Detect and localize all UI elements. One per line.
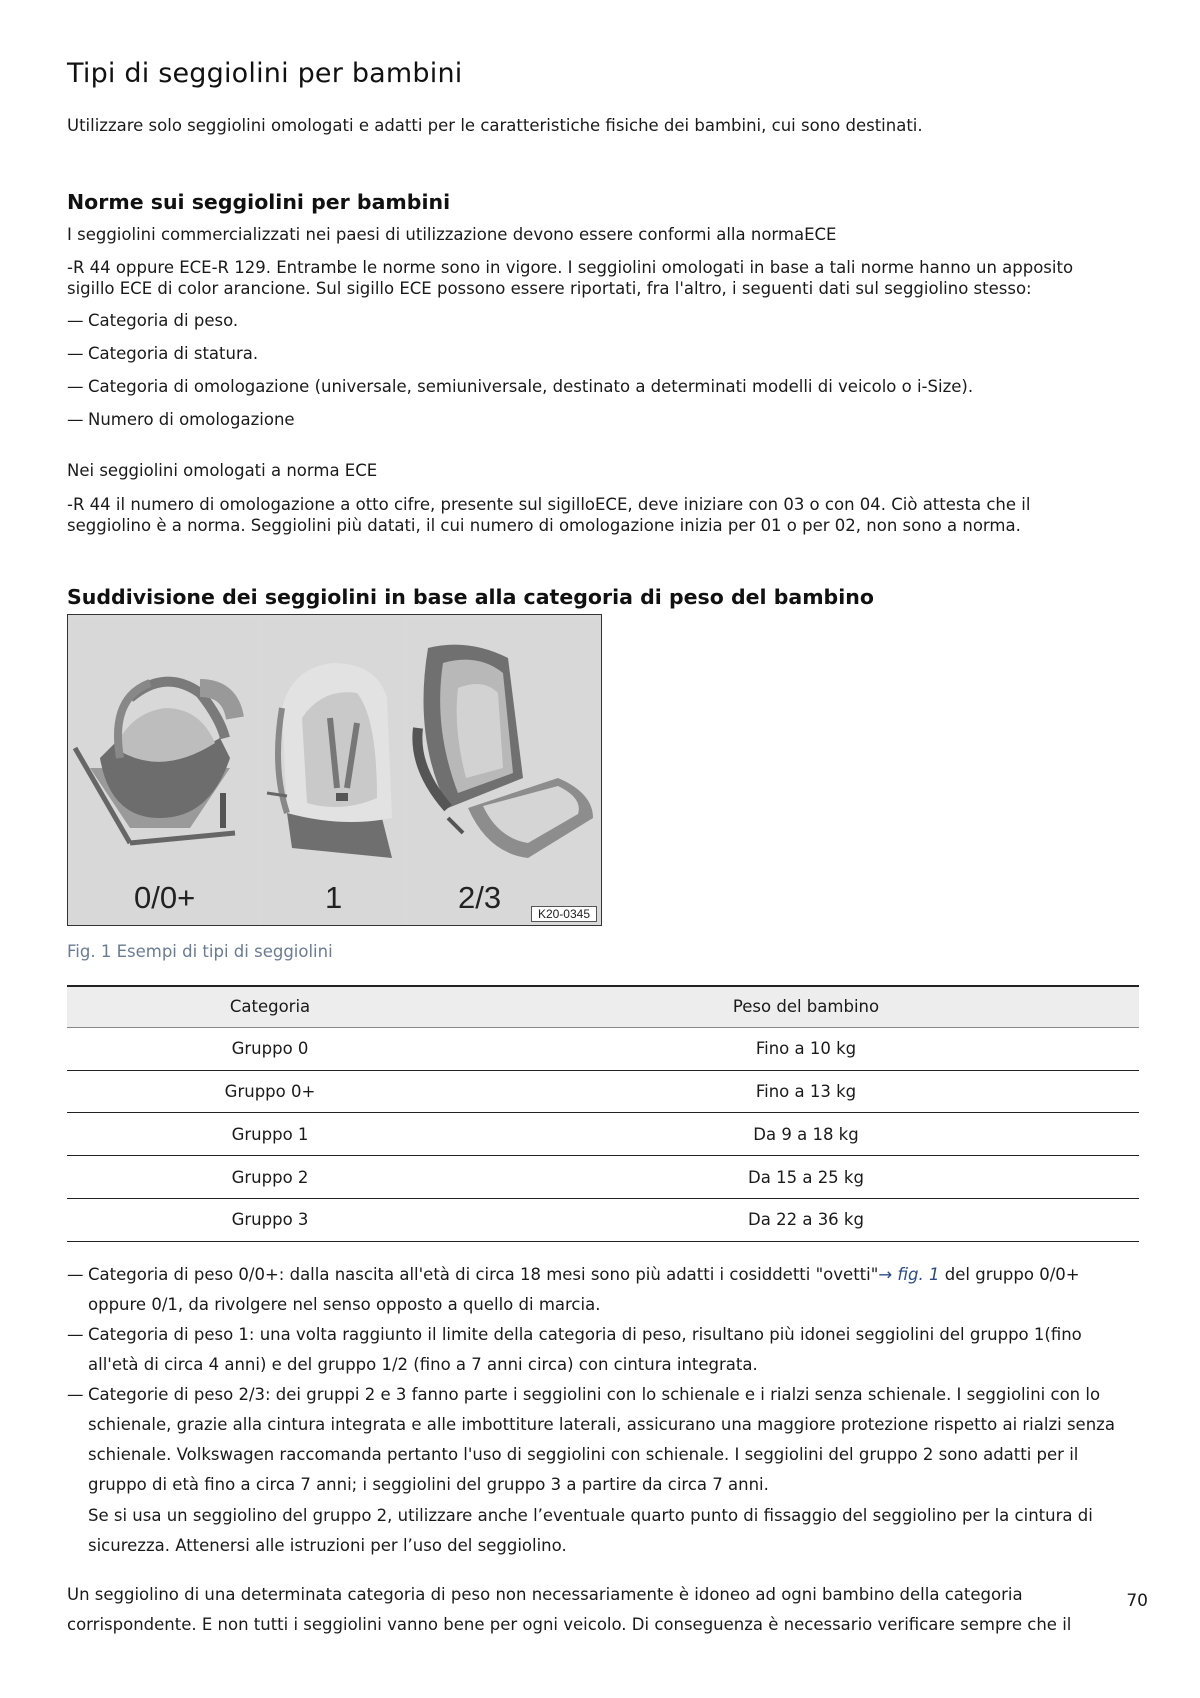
list-item-continuation: schienale. Volkswagen raccomanda pertanto l'uso di seggiolini con schienale. I seggiolini del gruppo 2 sono adatti per il <box>88 1445 1079 1464</box>
list-item-continuation: schienale, grazie alla cintura integrata e alle imbottiture laterali, assicurano una maggiore protezione rispetto ai rialzi senza <box>88 1415 1115 1434</box>
bullet-dash: — <box>67 344 84 363</box>
list-item-continuation: oppure 0/1, da rivolgere nel senso opposto a quello di marcia. <box>88 1295 601 1314</box>
table-cell: Fino a 10 kg <box>755 1039 857 1059</box>
section-heading-norme: Norme sui seggiolini per bambini <box>67 190 451 214</box>
figure-reference-link[interactable]: → fig. 1 <box>878 1265 940 1284</box>
list-item: — Categoria di omologazione (universale, semiuniversale, destinato a determinati modelli di veicolo o i-Size). <box>67 377 974 396</box>
figure-panel-infant-carrier <box>70 618 257 924</box>
list-item-continuation: gruppo di età fino a circa 7 anni; i seggiolini del gruppo 3 a partire da circa 7 anni. <box>88 1475 769 1494</box>
bullet-dash: — <box>67 1265 84 1284</box>
table-row <box>67 1113 1139 1156</box>
list-item: — Categorie di peso 2/3: dei gruppi 2 e 3 fanno parte i seggiolini con lo schienale e i rialzi senza schienale. I seggiolini con lo <box>67 1385 1101 1404</box>
paragraph-line: -R 44 il numero di omologazione a otto cifre, presente sul sigilloECE, deve iniziare con 03 o con 04. Ciò attesta che il <box>67 495 1031 514</box>
table-cell: Gruppo 0+ <box>224 1081 316 1101</box>
bullet-dash: — <box>67 1385 84 1404</box>
column-header-categoria: Categoria <box>229 997 311 1017</box>
figure-label-group-1: 1 <box>325 880 343 915</box>
list-item-continuation: all'età di circa 4 anni) e del gruppo 1/2 (fino a 7 anni circa) con cintura integrata. <box>88 1355 758 1374</box>
figure-code: K20-0345 <box>531 906 597 922</box>
list-item: — Categoria di statura. <box>67 344 259 363</box>
intro-text: Utilizzare solo seggiolini omologati e adatti per le caratteristiche fisiche dei bambini, cui sono destinati. <box>67 116 923 135</box>
bullet-dash: — <box>67 1325 84 1344</box>
table-row <box>67 1071 1139 1114</box>
paragraph: Nei seggiolini omologati a norma ECE <box>67 461 378 480</box>
figure-label-group-2-3: 2/3 <box>458 880 502 915</box>
booster-seat-image <box>408 618 600 924</box>
paragraph: I seggiolini commercializzati nei paesi di utilizzazione devono essere conformi alla normaECE <box>67 225 837 244</box>
table-cell: Da 22 a 36 kg <box>748 1210 864 1230</box>
table-cell: Gruppo 3 <box>231 1210 309 1230</box>
figure-panel-booster-seat <box>408 618 600 924</box>
table-row <box>67 1028 1139 1071</box>
paragraph-line: sigillo ECE di color arancione. Sul sigillo ECE possono essere riportati, fra l'altro, i seguenti dati sul seggiolino stesso: <box>67 279 1032 298</box>
table-cell: Da 9 a 18 kg <box>753 1124 859 1144</box>
figure-label-group-0: 0/0+ <box>134 880 196 915</box>
table-cell: Da 15 a 25 kg <box>748 1167 864 1187</box>
bullet-dash: — <box>67 377 84 396</box>
paragraph-line: -R 44 oppure ECE-R 129. Entrambe le norme sono in vigore. I seggiolini omologati in base a tali norme hanno un apposito <box>67 258 1074 277</box>
figure-caption: Fig. 1 Esempi di tipi di seggiolini <box>67 942 333 961</box>
group1-seat-image <box>262 618 403 924</box>
table-header-row <box>67 985 1139 1028</box>
table-row <box>67 1156 1139 1199</box>
table-cell: Gruppo 1 <box>231 1124 309 1144</box>
list-item: — Numero di omologazione <box>67 410 295 429</box>
table-cell: Gruppo 2 <box>231 1167 309 1187</box>
infant-carrier-image <box>70 618 257 924</box>
table-cell: Gruppo 0 <box>231 1039 309 1059</box>
child-seat-figure <box>67 614 602 926</box>
section-heading-suddivisione: Suddivisione dei seggiolini in base alla categoria di peso del bambino <box>67 585 874 609</box>
bullet-dash: — <box>67 311 84 330</box>
list-item: — Categoria di peso 1: una volta raggiunto il limite della categoria di peso, risultano più idonei seggiolini del gruppo 1(fino <box>67 1325 1082 1344</box>
column-header-peso: Peso del bambino <box>732 997 880 1017</box>
page-title: Tipi di seggiolini per bambini <box>67 58 463 89</box>
closing-paragraph-line: Un seggiolino di una determinata categoria di peso non necessariamente è idoneo ad ogni bambino della categoria <box>67 1585 1023 1604</box>
list-item: — Categoria di peso. <box>67 311 239 330</box>
bullet-dash: — <box>67 410 84 429</box>
list-item-continuation: sicurezza. Attenersi alle istruzioni per l’uso del seggiolino. <box>88 1536 567 1555</box>
figure-panel-group1-seat <box>262 618 403 924</box>
paragraph-line: seggiolino è a norma. Seggiolini più datati, il cui numero di omologazione inizia per 01 o per 02, non sono a norma. <box>67 516 1021 535</box>
page-number: 70 <box>1126 1591 1148 1611</box>
list-item-continuation: Se si usa un seggiolino del gruppo 2, utilizzare anche l’eventuale quarto punto di fissaggio del seggiolino per la cintura di <box>88 1506 1093 1525</box>
weight-category-table <box>67 985 1139 1242</box>
list-item: — Categoria di peso 0/0+: dalla nascita all'età di circa 18 mesi sono più adatti i cosiddetti "ovetti"→ fig. 1 del gruppo 0/0+ <box>67 1265 1080 1284</box>
table-cell: Fino a 13 kg <box>755 1081 857 1101</box>
closing-paragraph-line: corrispondente. E non tutti i seggiolini vanno bene per ogni veicolo. Di conseguenza è necessario verificare sempre che il <box>67 1615 1072 1634</box>
table-row <box>67 1199 1139 1242</box>
